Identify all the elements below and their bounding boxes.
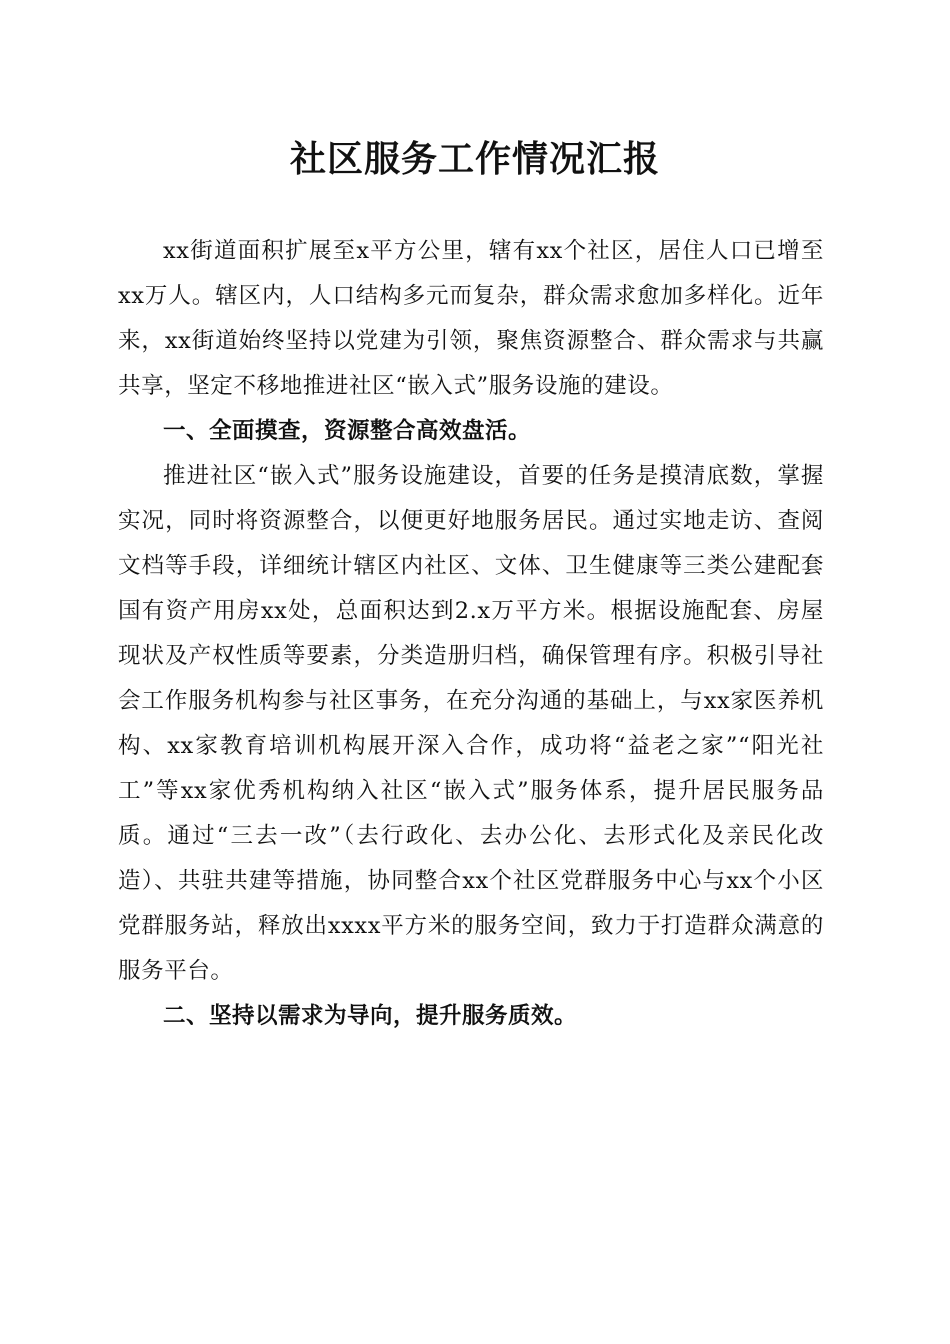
intro-paragraph: xx街道面积扩展至x平方公里，辖有xx个社区，居住人口已增至xx万人。辖区内，人口结构多元而复杂，群众需求愈加多样化。近年来，xx街道始终坚持以党建为引领，聚焦资源整合、群众需求与共赢共享，坚定不移地推进社区“嵌入式”服务设施的建设。 (118, 238, 824, 399)
document-title: 社区服务工作情况汇报 (289, 138, 660, 180)
section-1-paragraph: 推进社区“嵌入式”服务设施建设，首要的任务是摸清底数，掌握实况，同时将资源整合，以便更好地服务居民。通过实地走访、查阅文档等手段，详细统计辖区内社区、文体、卫生健康等三类公建配套国有资产用房xx处，总面积达到2.x万平方米。根据设施配套、房屋现状及产权性质等要素，分类造册归档，确保管理有序。积极引导社会工作服务机构参与社区事务，在充分沟通的基础上，与xx家医养机构、xx家教育培训机构展开深入合作，成功将“益老之家”“阳光社工”等xx家优秀机构纳入社区“嵌入式”服务体系，提升居民服务品质。通过“三去一改”（去行政化、去办公化、去形式化及亲民化改造）、共驻共建等措施，协同整合xx个社区党群服务中心与xx个小区党群服务站，释放出xxxx平方米的服务空间，致力于打造群众满意的服务平台。 (118, 463, 824, 984)
document-body (118, 229, 824, 1039)
section-heading-2: 二、坚持以需求为导向，提升服务质效。 (163, 1003, 578, 1029)
section-heading-1: 一、全面摸查，资源整合高效盘活。 (163, 418, 532, 444)
